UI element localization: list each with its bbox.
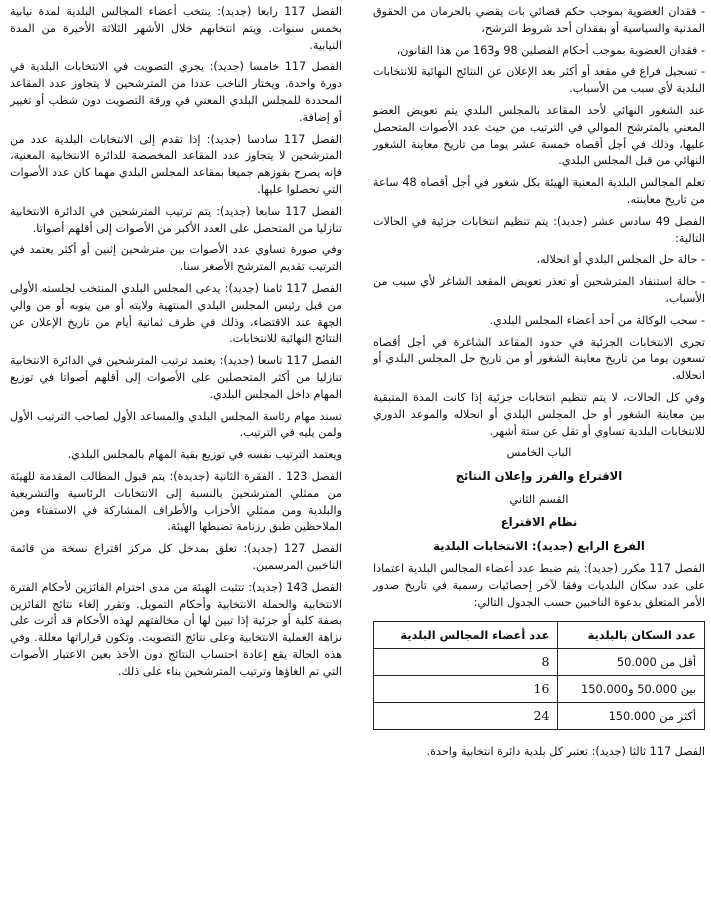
- paragraph-presidency: تسند مهام رئاسة المجلس البلدي والمساعد الأول لصاحب الترتيب الأول ولمن يليه في الترتيب.: [10, 409, 342, 440]
- table-row: [374, 649, 705, 676]
- table-row: [374, 703, 705, 730]
- table-header-row: [374, 622, 705, 649]
- section-title: نظام الاقتراع: [500, 515, 578, 530]
- list-item: - تسجيل فراغ في مقعد أو أكثر بعد الإعلان عن النتائج النهائية للانتخابات البلدية لأي سبب من الأسباب.: [373, 64, 705, 98]
- population-range: بين 50.000 و150.000: [558, 676, 705, 703]
- article-117-bis: الفصل 117 مكرر (جديد): يتم ضبط عدد أعضاء المجالس البلدية اعتمادا على عدد سكان البلديات وفقا لآخر إحصائيات رسمية في تاريخ صدور الأمر المتعلق بدعوة الناخبين حسب الجدول التالي:: [373, 562, 705, 609]
- branch-title: الفرع الرابع (جديد): الانتخابات البلدية: [433, 538, 645, 553]
- article-117-sexies: الفصل 117 سادسا (جديد): إذا تقدم إلى الانتخابات البلدية عدد من المترشحين لا يتجاوز عدد المقاعد المخصصة للدائرة الانتخابية المعنية، فإنه يصرح بفوزهم جميعا بمقاعد المجلس البلدي مهما كان عدد الأصوات التي تحصلوا عليها.: [10, 132, 342, 196]
- chapter-title: الاقتراع والفرز وإعلان النتائج: [455, 469, 623, 484]
- paragraph-partial-elections: تجرى الانتخابات الجزئية في حدود المقاعد الشاغرة في أجل أقصاه تسعون يوما من تاريخ معاينة الشغور أو من تاريخ حل المجلس البلدي أو انحلاله.: [373, 335, 705, 383]
- article-117-septies: الفصل 117 سابعا (جديد): يتم ترتيب المترشحين في الدائرة الانتخابية تنازليا من المتحصل على العدد الأكبر من الأصوات إلى أقلهم أصواتا.: [10, 204, 342, 235]
- paragraph-replacement: عند الشغور النهائي لأحد المقاعد بالمجلس البلدي يتم تعويض العضو المعني بالمترشح الموالي في الترتيب من حيث عدد الأصوات المتحصل عليها، وذلك في أجل أقصاه خمسة عشر يوما من تاريخ معاينة الشغور النهائي من قبل المجلس البلدي.: [373, 103, 705, 168]
- paragraph-tie-break: وفي صورة تساوي عدد الأصوات بين مترشحين إثنين أو أكثر يعتمد في الترتيب تقديم المترشح الأصغر سنا.: [10, 243, 342, 274]
- article-117-quinquies: الفصل 117 خامسا (جديد): يجري التصويت في الانتخابات البلدية في دورة واحدة. ويختار الناخب عددا من المترشحين لا يتجاوز عدد المقاعد المحددة للمجلس البلدي المعني في ورقة التصويت دون شطب أو تغيير أو إضافة.: [10, 60, 342, 124]
- article-117-quater: الفصل 117 رابعا (جديد): ينتخب أعضاء المجالس البلدية لمدة نيابية بخمس سنوات. ويتم انتخابهم خلال الأشهر الثلاثة الأخيرة من المدة النيابية.: [10, 5, 342, 52]
- list-item: - فقدان العضوية بموجب أحكام الفصلين 98 و163 من هذا القانون،: [373, 43, 705, 60]
- article-49: الفصل 49 سادس عشر (جديد): يتم تنظيم انتخابات جزئية في الحالات التالية:: [373, 214, 705, 245]
- member-count: 8: [374, 649, 558, 676]
- list-item: - حالة استنفاد المترشحين أو تعذر تعويض المقعد الشاغر لأي سبب من الأسباب،: [373, 274, 705, 308]
- article-143: الفصل 143 (جديد): تتثبت الهيئة من مدى احترام الفائزين لأحكام الفترة الانتخابية والحملة الانتخابية وأحكام التمويل. وتقرر إلغاء نتائج الفائزين بصفة كلية أو جزئية إذا تبين لها أن مخالفتهم لهذه الأحكام قد أثرت على نزاهة العملية الانتخابية وعلى نتائج التصويت. وتكون قراراتها معللة. وفي هذه الحالة يقع إعادة احتساب النتائج دون الأخذ بعين الاعتبار الأصوات التي تم الغاؤها وترتيب المترشحين بناء على ذلك.: [10, 580, 342, 678]
- chapter-label: الباب الخامس: [506, 446, 572, 460]
- article-117-octies: الفصل 117 ثامنا (جديد): يدعى المجلس البلدي المنتخب لجلسته الأولى من قبل رئيس المجلس البلدي المنتهية ولايته أو من ينوبه أو من والي الجهة عند الاقتضاء، وذلك في ظرف ثمانية أيام من تاريخ الإعلان عن النتائج النهائية للانتخابات.: [10, 281, 342, 346]
- article-123: الفصل 123 . الفقرة الثانية (جديدة): يتم قبول المطالب المقدمة للهيئة من ممثلي المترشحين بالنسبة إلى الانتخابات الرئاسية والتشريعية والبلدية ومن ممثلي الأحزاب والأطراف المشاركة في الاستفتاء ومن الملاحظين طبق رزنامة تضبطها الهيئة.: [10, 469, 342, 534]
- paragraph-notify: تعلم المجالس البلدية المعنية الهيئة بكل شغور في أجل أقصاه 48 ساعة من تاريخ معاينته.: [373, 176, 705, 206]
- table-row: [374, 676, 705, 703]
- list-item: - فقدان العضوية بموجب حكم قضائي بات يقضي بالحرمان من الحقوق المدنية والسياسية أو بفقدان أحد شروط الترشح،: [373, 4, 705, 38]
- article-117-ter: الفصل 117 ثالثا (جديد): تعتبر كل بلدية دائرة انتخابية واحدة.: [426, 745, 705, 759]
- column-header-members: عدد أعضاء المجالس البلدية: [374, 622, 558, 649]
- list-item: - سحب الوكالة من أحد أعضاء المجلس البلدي.: [373, 313, 705, 330]
- population-range: أكثر من 150.000: [558, 703, 705, 730]
- population-range: أقل من 50.000: [558, 649, 705, 676]
- article-127: الفصل 127 (جديد): تعلق بمدخل كل مركز اقتراع نسخة من قائمة الناخبين المرسمين.: [10, 542, 342, 572]
- council-members-table: [373, 621, 705, 730]
- member-count: 24: [374, 703, 558, 730]
- right-column: [373, 4, 705, 766]
- article-117-novies: الفصل 117 تاسعا (جديد): يعتمد ترتيب المترشحين في الدائرة الانتخابية تنازليا من أكثر المتحصلين على الأصوات إلى أقلهم أصواتا في توزيع المهام داخل المجلس البلدي.: [10, 354, 342, 401]
- list-item: - حالة حل المجلس البلدي أو انحلاله،: [373, 252, 705, 269]
- section-label: القسم الثاني: [509, 492, 569, 506]
- column-header-population: عدد السكان بالبلدية: [558, 622, 705, 649]
- paragraph-other-tasks: ويعتمد الترتيب نفسه في توزيع بقية المهام بالمجلس البلدي.: [67, 448, 342, 462]
- member-count: 16: [374, 676, 558, 703]
- paragraph-no-partial: وفي كل الحالات، لا يتم تنظيم انتخابات جزئية إذا كانت المدة المتبقية بين معاينة الشغور أو حل المجلس البلدي أو انحلاله والموعد الدوري للانتخابات البلدية تساوي أو تقل عن ستة أشهر.: [373, 390, 705, 438]
- left-column: [10, 4, 342, 685]
